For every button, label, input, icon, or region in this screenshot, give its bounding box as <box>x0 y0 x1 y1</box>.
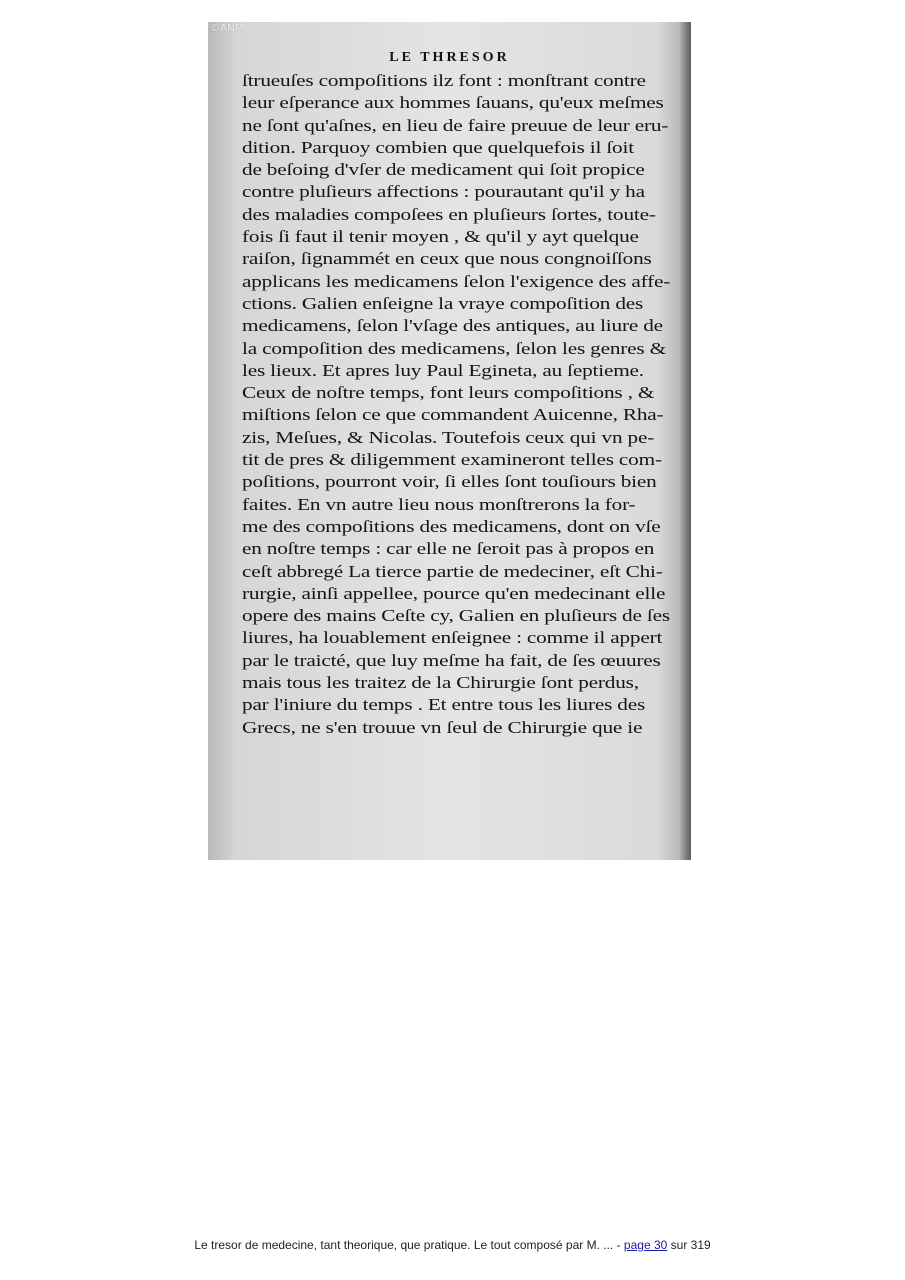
text-line: Grecs, ne s'en trouue vn ſeul de Chirurgie que ie <box>242 717 643 737</box>
text-line: tit de pres & diligemment examineront telles com- <box>242 450 662 470</box>
text-line: zis, Meſues, & Nicolas. Toutefois ceux qui vn pe- <box>242 427 655 447</box>
text-line: rurgie, ainſi appellee, pource qu'en medecinant elle <box>242 583 666 603</box>
caption-text: Le tresor de medecine, tant theorique, que pratique. Le tout composé par M. ... - <box>194 1238 624 1252</box>
text-line: medicamens, ſelon l'vſage des antiques, au liure de <box>242 316 663 336</box>
text-line: raiſon, ſignammét en ceux que nous congnoiſſons <box>242 249 652 269</box>
text-line: faites. En vn autre lieu nous monſtrerons la for- <box>242 494 636 514</box>
text-line: opere des mains Ceſte cy, Galien en pluſieurs de ſes <box>242 606 670 626</box>
text-line: ctions. Galien enſeigne la vraye compoſition des <box>242 293 644 313</box>
text-line: de beſoing d'vſer de medicament qui ſoit propice <box>242 160 645 180</box>
text-line: liures, ha louablement enſeignee : comme il appert <box>242 628 663 648</box>
text-line: poſitions, pourront voir, ſi elles ſont touſiours bien <box>242 472 657 492</box>
text-line: par le traicté, que luy meſme ha fait, de ſes œuures <box>242 650 661 670</box>
text-line: me des compoſitions des medicamens, dont on vſe <box>242 516 661 536</box>
caption-suffix: sur 319 <box>667 1238 711 1252</box>
page-scan <box>208 22 691 860</box>
text-line: applicans les medicamens ſelon l'exigence des affe- <box>242 271 671 291</box>
text-line: par l'iniure du temps . Et entre tous les liures des <box>242 695 646 715</box>
text-line: en noſtre temps : car elle ne ſeroit pas à propos en <box>242 539 655 559</box>
text-line: dition. Parquoy combien que quelquefois il ſoit <box>242 137 634 157</box>
text-line: les lieux. Et apres luy Paul Egineta, au ſeptieme. <box>242 360 644 380</box>
text-line: mais tous les traitez de la Chirurgie ſont perdus, <box>242 673 639 693</box>
page-link[interactable]: page 30 <box>623 1238 668 1252</box>
running-head: LE THRESOR <box>389 50 510 65</box>
text-line: ſtrueuſes compoſitions ilz font : monſtrant contre <box>242 71 646 90</box>
text-line: miſtions ſelon ce que commandent Auicenne, Rha- <box>242 405 664 425</box>
text-line: contre pluſieurs affections : pourautant qu'il y ha <box>242 182 645 202</box>
text-line: ceſt abbregé La tierce partie de medeciner, eſt Chi- <box>242 561 663 581</box>
text-line: Ceux de noſtre temps, font leurs compoſitions , & <box>242 383 655 403</box>
text-line: des maladies compoſees en pluſieurs ſortes, toute- <box>242 204 656 224</box>
text-line: la compoſition des medicamens, ſelon les genres & <box>242 338 666 358</box>
page-caption <box>0 1238 905 1252</box>
body-text <box>242 70 678 739</box>
text-line: fois ſi faut il tenir moyen , & qu'il y ayt quelque <box>242 227 639 247</box>
text-line: ne ſont qu'aſnes, en lieu de faire preuue de leur eru- <box>242 115 669 135</box>
text-line: leur eſperance aux hommes ſauans, qu'eux meſmes <box>242 93 664 113</box>
watermark: ©ANM <box>210 23 244 34</box>
